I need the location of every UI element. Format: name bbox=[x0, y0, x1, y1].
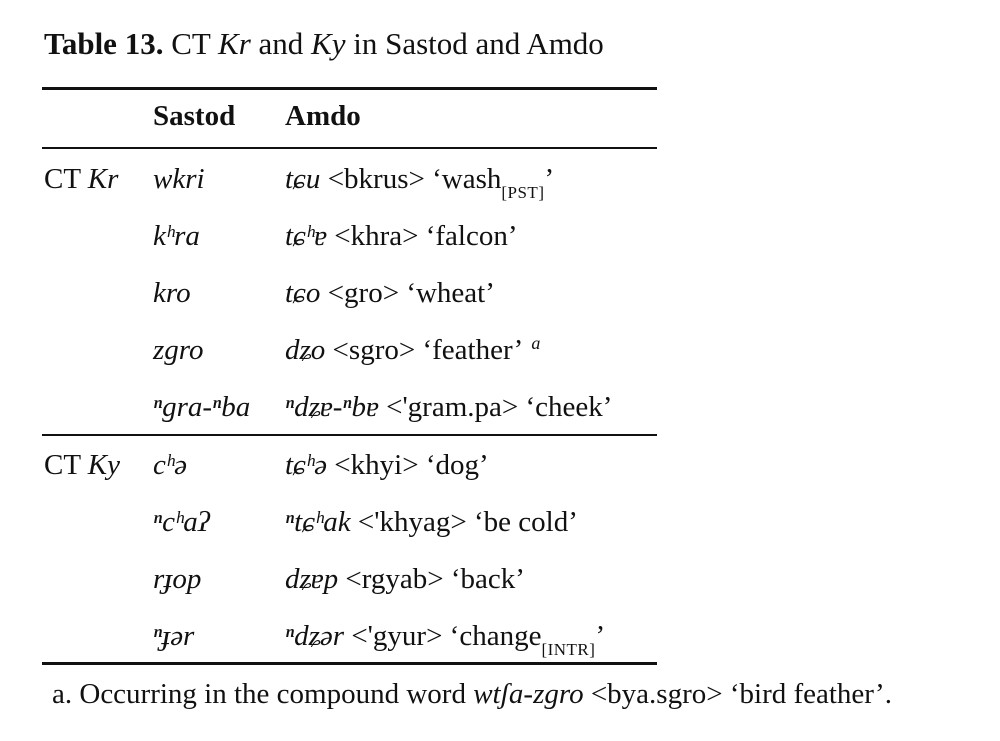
header-amdo: Amdo bbox=[285, 100, 361, 132]
table-row bbox=[0, 559, 1000, 617]
group-separator-rule bbox=[42, 434, 657, 436]
gloss-end: ’ bbox=[595, 620, 606, 652]
amdo-gloss: ‘wash bbox=[432, 163, 502, 195]
amdo-tibetan: <khra> bbox=[326, 220, 426, 252]
title-kr: Kr bbox=[218, 26, 251, 61]
group-label-prefix: CT bbox=[44, 449, 88, 481]
amdo-gloss: ‘wheat’ bbox=[406, 277, 495, 309]
title-ky: Ky bbox=[311, 26, 346, 61]
table-number: Table 13. bbox=[44, 26, 164, 61]
sastod-cell: cʰə bbox=[153, 449, 187, 481]
header-sastod: Sastod bbox=[153, 100, 236, 132]
amdo-form: tɕo bbox=[285, 277, 321, 309]
amdo-form: ⁿdʑɐ-ⁿbɐ bbox=[285, 391, 379, 423]
sastod-cell: ⁿgra-ⁿba bbox=[153, 391, 251, 423]
table-top-rule bbox=[42, 87, 657, 90]
table-footnote bbox=[52, 678, 892, 711]
sastod-cell: kro bbox=[153, 277, 191, 309]
amdo-tibetan: <'gram.pa> bbox=[378, 391, 526, 423]
amdo-tibetan: <'gyur> bbox=[344, 620, 450, 652]
table-row bbox=[0, 216, 1000, 274]
table-title bbox=[171, 26, 604, 61]
amdo-cell bbox=[285, 216, 518, 256]
amdo-gloss: ‘cheek’ bbox=[525, 391, 613, 423]
amdo-cell bbox=[285, 445, 489, 485]
sastod-cell: kʰra bbox=[153, 220, 200, 252]
table-bottom-rule bbox=[42, 662, 657, 665]
group-label-ky bbox=[44, 445, 120, 485]
title-mid: and bbox=[250, 26, 312, 61]
amdo-cell bbox=[285, 616, 605, 660]
gloss-subscript: [INTR] bbox=[541, 640, 596, 659]
amdo-form: dʑo bbox=[285, 334, 326, 366]
sastod-cell: ⁿɟər bbox=[153, 620, 195, 652]
amdo-form: tɕu bbox=[285, 163, 321, 195]
amdo-cell bbox=[285, 159, 554, 203]
amdo-cell bbox=[285, 559, 525, 599]
title-prefix: CT bbox=[171, 26, 219, 61]
amdo-tibetan: <bkrus> bbox=[320, 163, 433, 195]
group-label-kr bbox=[44, 159, 118, 199]
amdo-gloss: ‘falcon’ bbox=[425, 220, 518, 252]
gloss-subscript: [PST] bbox=[501, 183, 545, 202]
header-rule bbox=[42, 147, 657, 149]
amdo-tibetan: <gro> bbox=[320, 277, 407, 309]
amdo-form: tɕʰɐ bbox=[285, 220, 327, 252]
table-row bbox=[0, 159, 1000, 217]
group-label-prefix: CT bbox=[44, 163, 88, 195]
amdo-tibetan: <'khyag> bbox=[350, 506, 474, 538]
amdo-gloss: ‘dog’ bbox=[425, 449, 489, 481]
amdo-cell bbox=[285, 502, 578, 542]
sastod-cell: ⁿcʰaʔ bbox=[153, 506, 210, 538]
footnote-prefix: a. Occurring in the compound word bbox=[52, 678, 474, 710]
sastod-cell: rɟop bbox=[153, 563, 202, 595]
amdo-form: tɕʰə bbox=[285, 449, 328, 481]
amdo-cell bbox=[285, 387, 612, 427]
table-row bbox=[0, 445, 1000, 503]
sastod-cell: wkri bbox=[153, 163, 205, 195]
table-row bbox=[0, 387, 1000, 445]
group-label-italic: Kr bbox=[87, 163, 119, 195]
amdo-tibetan: <rgyab> bbox=[338, 563, 451, 595]
amdo-cell bbox=[285, 273, 495, 313]
amdo-gloss: ‘change bbox=[449, 620, 542, 652]
amdo-form: dʑɐp bbox=[285, 563, 339, 595]
amdo-tibetan: <sgro> bbox=[325, 334, 423, 366]
amdo-tibetan: <khyi> bbox=[327, 449, 426, 481]
footnote-marker: a bbox=[531, 333, 541, 353]
amdo-form: ⁿdʑər bbox=[285, 620, 345, 652]
footnote-suffix: <bya.sgro> ‘bird feather’. bbox=[583, 678, 892, 710]
amdo-gloss: ‘be cold’ bbox=[473, 506, 578, 538]
title-suffix: in Sastod and Amdo bbox=[345, 26, 604, 61]
table-caption bbox=[44, 26, 604, 62]
gloss-end: ’ bbox=[544, 163, 555, 195]
footnote-italic: wtʃa-zgro bbox=[473, 678, 584, 710]
sastod-cell: zgro bbox=[153, 334, 204, 366]
table-row bbox=[0, 273, 1000, 331]
table-row bbox=[0, 330, 1000, 388]
amdo-cell bbox=[285, 330, 540, 373]
table-row bbox=[0, 502, 1000, 560]
amdo-gloss: ‘feather’ bbox=[422, 334, 524, 366]
table-row bbox=[0, 616, 1000, 674]
amdo-gloss: ‘back’ bbox=[450, 563, 525, 595]
amdo-form: ⁿtɕʰak bbox=[285, 506, 351, 538]
group-label-italic: Ky bbox=[87, 449, 121, 481]
